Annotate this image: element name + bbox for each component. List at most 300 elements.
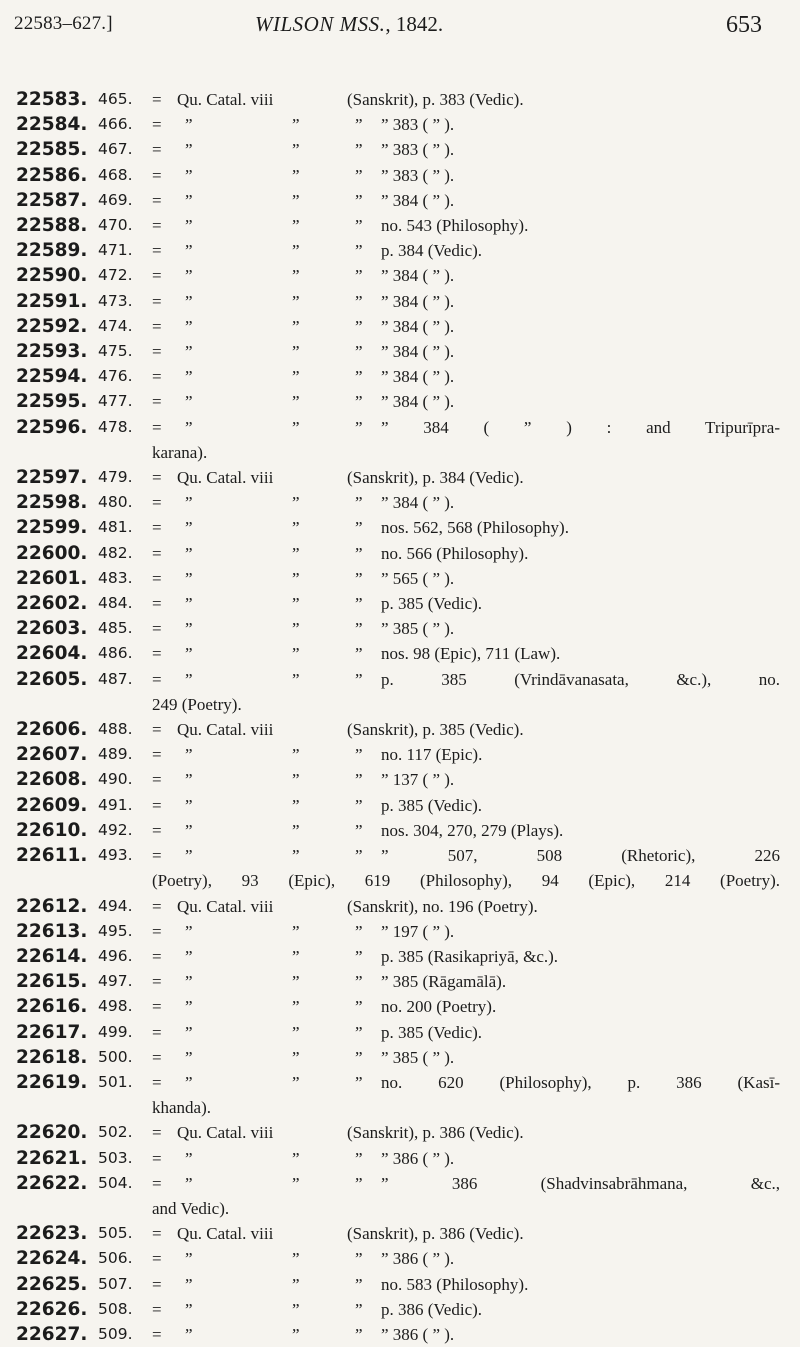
catalogue-entry [0,263,800,288]
catalogue-entry [0,944,800,969]
equals-sign: = [152,468,162,488]
mss-number: 22602. [16,593,88,615]
wilson-number: 502. [98,1123,133,1142]
entry-first-line [152,919,780,944]
catalogue-reference: nos. 304, 270, 279 (Plays). [381,820,564,840]
ditto-mark: ” [185,1072,193,1092]
ditto-mark: ” [292,1249,300,1269]
ditto-mark: ” [292,216,300,236]
entry-description [152,717,780,742]
equals-sign: = [152,594,162,614]
reference-continuation: khanda). [152,1098,212,1118]
entry-description [152,1322,780,1347]
ditto-mark: ” [292,115,300,135]
entry-description [152,1020,780,1045]
entry-description [152,1221,780,1246]
equals-sign: = [152,115,162,135]
entry-description [152,415,780,465]
ditto-mark: ” [292,972,300,992]
catalogue-reference: ” 384 ( ” ). [381,342,455,362]
catalogue-reference: (Sanskrit), p. 386 (Vedic). [347,1123,524,1143]
entry-description [152,994,780,1019]
entry-first-line [152,263,780,288]
mss-number: 22614. [16,945,88,967]
mss-number: 22594. [16,366,88,388]
mss-number: 22583. [16,89,88,110]
equals-sign: = [152,1047,162,1067]
catalogue-entry [0,843,800,893]
catalogue-entry [0,314,800,339]
equals-sign: = [152,846,162,866]
mss-number: 22600. [16,542,88,564]
entry-first-line [152,339,780,364]
catalogue-entry [0,163,800,188]
entry-first-line [152,1146,780,1171]
catalogue-reference: ” 384 ( ” ). [381,493,455,513]
page-header [0,0,800,80]
ditto-mark: ” [292,594,300,614]
ditto-mark: ” [185,846,193,866]
entry-first-line [152,591,780,616]
entry-description [152,389,780,414]
entry-description [152,793,780,818]
wilson-number: 488. [98,720,133,739]
wilson-number: 492. [98,820,133,839]
catalogue-entry [0,188,800,213]
catalogue-entry [0,238,800,263]
equals-sign: = [152,921,162,941]
wilson-number: 479. [98,468,133,487]
equals-sign: = [152,165,162,185]
ditto-mark: ” [355,972,363,992]
mss-number: 22605. [16,668,88,690]
entry-first-line [152,818,780,843]
wilson-number: 486. [98,644,133,663]
wilson-number: 506. [98,1249,133,1268]
catalogue-reference: ” 386 ( ” ). [381,1324,455,1344]
wilson-number: 507. [98,1274,133,1293]
catalogue-reference: ” 197 ( ” ). [381,921,455,941]
ditto-mark: ” [292,997,300,1017]
ditto-mark: ” [292,1299,300,1319]
wilson-number: 475. [98,342,133,361]
catalogue-entry [0,1297,800,1322]
catalogue-entry [0,1246,800,1271]
entry-first-line [152,238,780,263]
catalogue-entry [0,818,800,843]
entry-description [152,818,780,843]
catalogue-entry [0,389,800,414]
mss-number: 22597. [16,467,88,489]
equals-sign: = [152,946,162,966]
mss-number: 22584. [16,114,88,136]
entry-first-line [152,742,780,767]
wilson-number: 466. [98,115,133,134]
reference-continuation: (Poetry), 93 (Epic), 619 (Philosophy), 94 (Epic), 214 (Poetry). [152,871,780,891]
entry-description [152,767,780,792]
catalogue-reference: ” 507, 508 (Rhetoric), 226 [381,846,780,866]
catalogue-entry [0,641,800,666]
ditto-mark: ” [355,417,363,437]
catalogue-entry [0,87,800,112]
ditto-mark: ” [355,140,363,160]
entry-first-line [152,1070,780,1095]
mss-number: 22615. [16,971,88,993]
mss-number: 22626. [16,1298,88,1320]
entry-description [152,541,780,566]
mss-number: 22616. [16,996,88,1018]
mss-number: 22612. [16,895,88,917]
mss-number: 22618. [16,1046,88,1068]
catalogue-reference: ” 385 ( ” ). [381,619,455,639]
catalogue-entry-list [0,87,800,1347]
mss-number: 22601. [16,567,88,589]
entry-first-line [152,717,780,742]
wilson-number: 474. [98,316,133,335]
wilson-number: 498. [98,997,133,1016]
equals-sign: = [152,140,162,160]
ditto-mark: ” [185,1148,193,1168]
catalogue-entry [0,767,800,792]
wilson-number: 465. [98,90,133,108]
catalogue-reference: no. 620 (Philosophy), p. 386 (Kasī- [381,1072,780,1092]
wilson-number: 493. [98,846,133,865]
ditto-mark: ” [292,140,300,160]
catalogue-entry [0,894,800,919]
equals-sign: = [152,770,162,790]
catalogue-reference: p. 385 (Vedic). [381,594,483,614]
entry-first-line [152,1045,780,1070]
equals-sign: = [152,367,162,387]
entry-first-line [152,641,780,666]
mss-number: 22603. [16,618,88,640]
catalogue-entry [0,969,800,994]
catalogue-entry [0,1120,800,1145]
entry-first-line [152,1297,780,1322]
wilson-number: 469. [98,190,133,209]
equals-sign: = [152,997,162,1017]
catalogue-entry [0,465,800,490]
wilson-number: 473. [98,291,133,310]
entry-description [152,1146,780,1171]
entry-first-line [152,490,780,515]
ditto-mark: ” [355,190,363,210]
ditto-mark: ” [355,795,363,815]
equals-sign: = [152,392,162,412]
mss-number: 22598. [16,492,88,514]
wilson-number: 485. [98,619,133,638]
entry-description [152,591,780,616]
mss-number: 22609. [16,794,88,816]
entry-description [152,339,780,364]
ditto-mark: ” [355,1072,363,1092]
catalogue-reference: ” 565 ( ” ). [381,568,455,588]
equals-sign: = [152,795,162,815]
ditto-mark: ” [185,795,193,815]
mss-number: 22607. [16,744,88,766]
equals-sign: = [152,644,162,664]
equals-sign: = [152,1249,162,1269]
wilson-number: 495. [98,921,133,940]
ditto-mark: ” [185,820,193,840]
ditto-mark: ” [185,417,193,437]
wilson-number: 467. [98,140,133,159]
mss-number: 22622. [16,1172,88,1194]
wilson-number: 508. [98,1299,133,1318]
entry-description [152,163,780,188]
catalogue-reference: (Sanskrit), p. 386 (Vedic). [347,1224,524,1244]
entry-first-line [152,667,780,692]
catalogue-entry [0,289,800,314]
entry-first-line [152,1171,780,1196]
equals-sign: = [152,316,162,336]
wilson-number: 497. [98,972,133,991]
entry-first-line [152,1272,780,1297]
equals-sign: = [152,216,162,236]
mss-number: 22596. [16,416,88,438]
ditto-mark: ” [292,392,300,412]
mss-number: 22593. [16,341,88,363]
catalogue-reference: ” 384 ( ” ). [381,190,455,210]
catalogue-reference: ” 385 ( ” ). [381,1047,455,1067]
ditto-mark: ” [292,342,300,362]
entry-description [152,616,780,641]
ditto-mark: ” [355,1299,363,1319]
wilson-number: 500. [98,1047,133,1066]
entry-description [152,515,780,540]
wilson-number: 499. [98,1022,133,1041]
catalogue-entry [0,1020,800,1045]
entry-description [152,1070,780,1120]
ditto-mark: ” [355,946,363,966]
wilson-number: 470. [98,216,133,235]
equals-sign: = [152,1299,162,1319]
equals-sign: = [152,543,162,563]
mss-number: 22585. [16,139,88,161]
catalogue-reference: ” 383 ( ” ). [381,115,455,135]
entry-description [152,641,780,666]
equals-sign: = [152,896,162,916]
equals-sign: = [152,241,162,261]
entry-description [152,490,780,515]
ditto-mark: ” [292,1173,300,1193]
wilson-number: 482. [98,543,133,562]
catalogue-reference: ” 385 (Rāgamālā). [381,972,507,992]
catalogue-reference: ” 384 ( ” ). [381,266,455,286]
ditto-mark: ” [355,115,363,135]
ditto-mark: ” [355,921,363,941]
entry-description [152,742,780,767]
equals-sign: = [152,1173,162,1193]
catalogue-reference: p. 386 (Vedic). [381,1299,483,1319]
wilson-number: 491. [98,795,133,814]
catalogue-entry [0,364,800,389]
equals-sign: = [152,1148,162,1168]
catalogue-reference: (Sanskrit), p. 383 (Vedic). [347,90,524,109]
catalogue-entry [0,717,800,742]
wilson-number: 477. [98,392,133,411]
ditto-mark: ” [292,1022,300,1042]
ditto-mark: ” [185,1173,193,1193]
equals-sign: = [152,518,162,538]
entry-description [152,465,780,490]
reference-continuation: karana). [152,442,208,462]
entry-description [152,87,780,112]
entry-first-line [152,389,780,414]
wilson-number: 476. [98,367,133,386]
catalogue-reference: no. 200 (Poetry). [381,997,497,1017]
equals-sign: = [152,1324,162,1344]
ditto-mark: ” [292,770,300,790]
entry-description [152,213,780,238]
wilson-number: 472. [98,266,133,285]
page-number: 653 [726,12,762,38]
mss-number: 22606. [16,719,88,741]
catalogue-entry [0,793,800,818]
ditto-mark: ” [185,568,193,588]
entry-description [152,1272,780,1297]
ditto-mark: ” [355,493,363,513]
catalogue-entry [0,112,800,137]
ditto-mark: ” [292,291,300,311]
catalogue-entry [0,742,800,767]
equals-sign: = [152,190,162,210]
ditto-mark: ” [355,316,363,336]
wilson-number: 496. [98,946,133,965]
equals-sign: = [152,266,162,286]
catalogue-entry [0,1171,800,1221]
equals-sign: = [152,1072,162,1092]
entry-first-line [152,163,780,188]
ditto-mark: ” [355,367,363,387]
ditto-mark: ” [292,316,300,336]
entry-description [152,919,780,944]
ditto-mark: ” [355,342,363,362]
ditto-mark: ” [292,946,300,966]
entry-description [152,1045,780,1070]
ditto-mark: ” [355,543,363,563]
catalogue-reference: ” 384 ( ” ). [381,316,455,336]
catalogue-reference: nos. 98 (Epic), 711 (Law). [381,644,561,664]
catalogue-reference: p. 385 (Vedic). [381,795,483,815]
ditto-mark: ” [292,795,300,815]
catalogue-reference: ” 386 (Shadvinsabrāhmana, &c., [381,1173,780,1193]
equals-sign: = [152,972,162,992]
entry-first-line [152,364,780,389]
catalogue-entry [0,490,800,515]
catalogue-entry [0,566,800,591]
ditto-mark: ” [355,1249,363,1269]
ditto-mark: ” [355,216,363,236]
entry-description [152,1120,780,1145]
wilson-number: 505. [98,1224,133,1243]
entry-description [152,566,780,591]
equals-sign: = [152,417,162,437]
catalogue-title: Qu. Catal. viii [177,896,274,916]
ditto-mark: ” [185,165,193,185]
ditto-mark: ” [185,543,193,563]
catalogue-reference: ” 383 ( ” ). [381,165,455,185]
mss-number: 22627. [16,1323,88,1345]
running-title [255,12,443,37]
catalogue-reference: ” 384 ( ” ). [381,367,455,387]
catalogue-title: Qu. Catal. viii [177,720,274,740]
entry-first-line [152,1221,780,1246]
equals-sign: = [152,493,162,513]
catalogue-reference: p. 385 (Rasikapriyā, &c.). [381,946,559,966]
wilson-number: 503. [98,1148,133,1167]
catalogue-entry [0,591,800,616]
wilson-number: 501. [98,1072,133,1091]
catalogue-reference: no. 583 (Philosophy). [381,1274,529,1294]
mss-number: 22604. [16,643,88,665]
ditto-mark: ” [292,165,300,185]
mss-number: 22599. [16,517,88,539]
entry-description [152,238,780,263]
equals-sign: = [152,90,162,109]
ditto-mark: ” [185,946,193,966]
wilson-number: 480. [98,493,133,512]
catalogue-reference: ” 384 ( ” ) : and Tripurīpra- [381,417,780,437]
ditto-mark: ” [185,316,193,336]
entry-first-line [152,767,780,792]
mss-number: 22624. [16,1248,88,1270]
mss-number: 22621. [16,1147,88,1169]
catalogue-entry [0,213,800,238]
ditto-mark: ” [185,770,193,790]
ditto-mark: ” [355,291,363,311]
catalogue-entry [0,994,800,1019]
ditto-mark: ” [292,266,300,286]
ditto-mark: ” [355,1324,363,1344]
ditto-mark: ” [185,921,193,941]
ditto-mark: ” [185,140,193,160]
ditto-mark: ” [355,770,363,790]
entry-description [152,263,780,288]
entry-description [152,843,780,893]
ditto-mark: ” [355,518,363,538]
mss-number: 22591. [16,290,88,312]
catalogue-entry [0,1272,800,1297]
entry-first-line [152,465,780,490]
catalogue-title: Qu. Catal. viii [177,1224,274,1244]
mss-number: 22619. [16,1071,88,1093]
ditto-mark: ” [292,241,300,261]
ditto-mark: ” [355,1173,363,1193]
wilson-number: 487. [98,669,133,688]
mss-number: 22611. [16,845,88,867]
catalogue-reference: ” 137 ( ” ). [381,770,455,790]
catalogue-reference: ” 386 ( ” ). [381,1148,455,1168]
ditto-mark: ” [355,1022,363,1042]
ditto-mark: ” [185,594,193,614]
entry-first-line [152,944,780,969]
ditto-mark: ” [185,972,193,992]
ditto-mark: ” [292,518,300,538]
ditto-mark: ” [185,997,193,1017]
equals-sign: = [152,1224,162,1244]
ditto-mark: ” [292,1072,300,1092]
ditto-mark: ” [185,1022,193,1042]
ditto-mark: ” [185,1274,193,1294]
entry-first-line [152,541,780,566]
ditto-mark: ” [185,669,193,689]
ditto-mark: ” [185,190,193,210]
catalogue-reference: no. 117 (Epic). [381,745,483,765]
catalogue-entry [0,1322,800,1347]
catalogue-reference: ” 383 ( ” ). [381,140,455,160]
ditto-mark: ” [185,1324,193,1344]
